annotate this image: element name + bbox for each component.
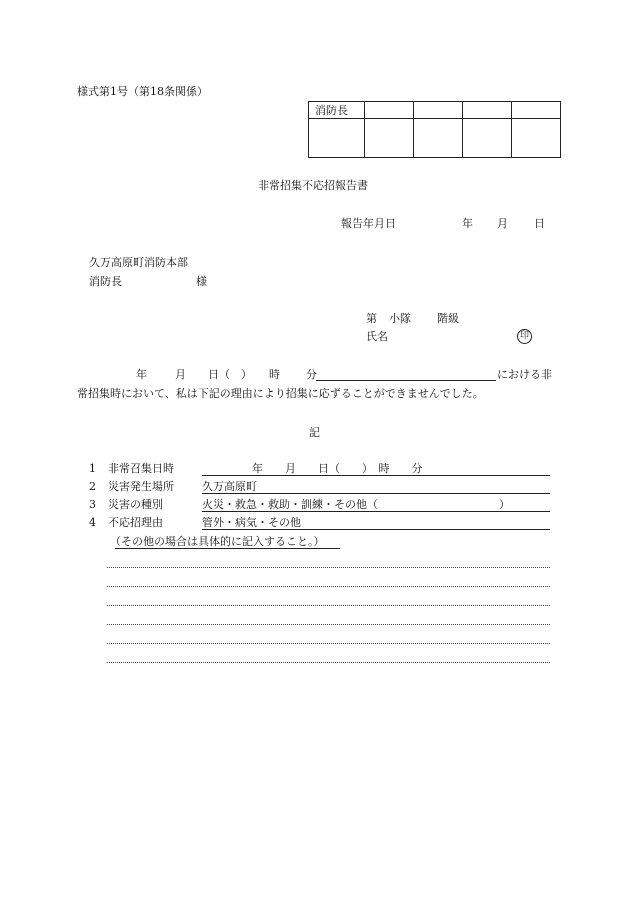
sender-name-label: 氏名 — [366, 330, 388, 343]
item-label: 非常召集日時 — [108, 462, 174, 475]
sender-unit: 小隊 — [389, 312, 411, 325]
dotted-line — [107, 643, 550, 644]
approval-stamp-box — [414, 119, 463, 158]
item-underline — [202, 493, 550, 494]
approval-stamp-box — [512, 119, 561, 158]
body-line1-tail: における非 — [497, 368, 552, 381]
sender-unit-prefix: 第 — [366, 312, 377, 325]
body-date-year: 年 — [136, 368, 147, 381]
note-underline — [115, 548, 340, 549]
report-date-label: 報告年月日 — [341, 217, 396, 230]
item-number: 4 — [89, 516, 96, 529]
seal-icon: 印 — [517, 329, 532, 344]
dotted-line — [107, 662, 550, 663]
item-underline — [202, 511, 550, 512]
item-number: 2 — [89, 480, 96, 493]
item-value: 久万高原町 — [202, 480, 257, 493]
addressee-org: 久万高原町消防本部 — [89, 256, 188, 269]
approval-chief-label: 消防長 — [309, 102, 365, 119]
approval-stamp-box — [365, 119, 414, 158]
dotted-line — [107, 605, 550, 606]
item-label: 災害の種別 — [108, 498, 163, 511]
sender-rank: 階級 — [437, 312, 459, 325]
body-date-month: 月 — [175, 368, 186, 381]
item-label: 不応招理由 — [108, 516, 163, 529]
approval-cell — [463, 102, 512, 119]
dotted-line — [107, 567, 550, 568]
body-date-hour: 時 — [269, 368, 280, 381]
approval-stamp-box — [463, 119, 512, 158]
dotted-line — [107, 586, 550, 587]
addressee-position: 消防長 — [89, 275, 122, 288]
approval-cell — [414, 102, 463, 119]
body-line2: 常招集時において、私は下記の理由により招集に応ずることができませんでした。 — [77, 387, 484, 400]
body-date-day: 日（ ） — [208, 368, 252, 381]
item-value: 年 月 日（ ） 時 分 — [252, 462, 423, 475]
approval-cell — [512, 102, 561, 119]
item-underline — [202, 475, 550, 476]
approval-stamp-box — [309, 119, 365, 158]
form-id: 様式第1号（第18条関係） — [77, 85, 208, 98]
item-value: 管外・病気・その他 — [202, 516, 301, 529]
item-number: 3 — [89, 498, 96, 511]
report-date-day: 日 — [534, 217, 545, 230]
dotted-line — [107, 624, 550, 625]
item-number: 1 — [89, 462, 96, 475]
report-date-year: 年 — [462, 217, 473, 230]
report-date-month: 月 — [497, 217, 508, 230]
body-blank-underline — [316, 380, 496, 381]
approval-stamp-table — [308, 101, 561, 158]
ki-heading: 記 — [309, 426, 320, 439]
body-date-minute: 分 — [306, 368, 317, 381]
approval-cell — [365, 102, 414, 119]
note: （その他の場合は具体的に記入すること。） — [110, 535, 325, 548]
document-title: 非常招集不応招報告書 — [258, 179, 368, 192]
item-underline — [202, 529, 550, 530]
addressee-honorific: 様 — [196, 275, 207, 288]
item-label: 災害発生場所 — [108, 480, 174, 493]
item-value: 火災・救急・救助・訓練・その他（ ） — [202, 498, 510, 511]
